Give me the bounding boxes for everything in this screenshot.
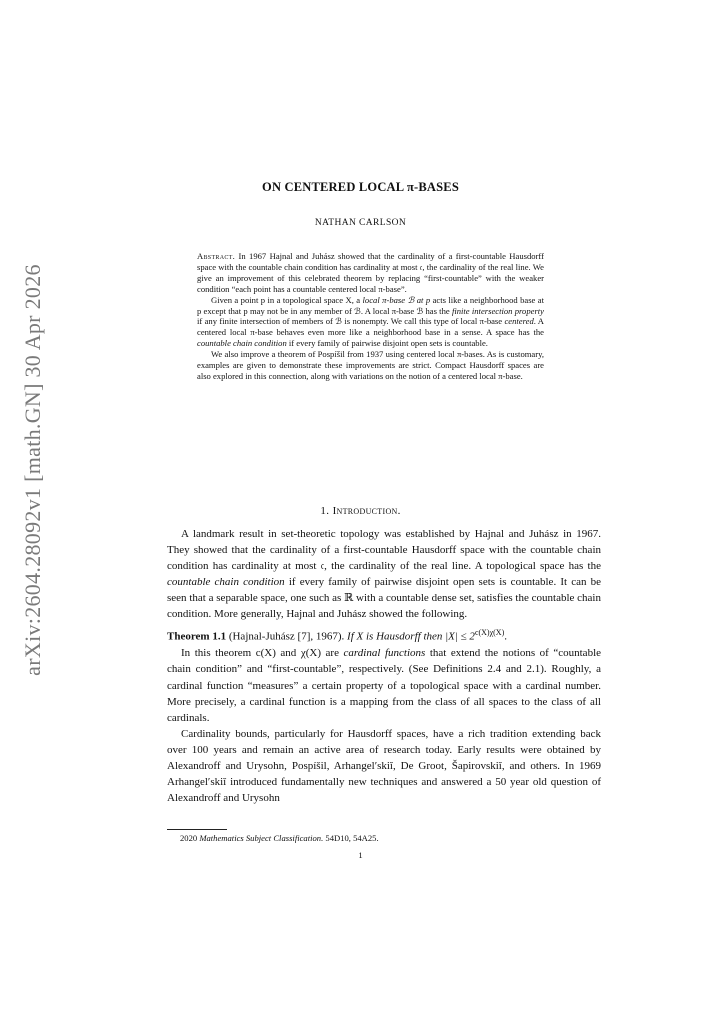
abstract-label: Abstract. xyxy=(197,251,236,261)
paper-title: ON CENTERED LOCAL π-BASES xyxy=(262,180,459,194)
abstract-term-fip: finite intersection property xyxy=(451,305,544,316)
abstract-term-ccc: countable chain condition xyxy=(197,338,287,349)
footnote-rule xyxy=(167,829,227,830)
abstract-p2-text: Given a point p in a topological space X, a xyxy=(211,294,361,305)
abstract-term-centered: centered xyxy=(504,316,534,327)
body-paragraph-2 xyxy=(167,645,601,725)
arxiv-identifier xyxy=(18,264,48,676)
body-p2-text: In this theorem c(X) and χ(X) are xyxy=(181,647,339,660)
footnote-label: Mathematics Subject Classification. xyxy=(199,833,324,843)
theorem-attribution: (Hajnal-Juhász [7], 1967). xyxy=(228,630,345,643)
body-term-ccc: countable chain condition xyxy=(167,576,285,589)
footnote-codes: 54D10, 54A25. xyxy=(325,833,379,843)
section-heading xyxy=(0,505,721,517)
abstract-p1-text: In 1967 Hajnal and Juhász showed that the cardinality of a first-countable Hausdorff space with the countable chain condition has cardinality at most 𝔠, the cardinality of the real line. We give an improvement of this celebrated theorem by replacing “first-countable” with the weaker condition “each point has a countable centered local π-base”. xyxy=(197,251,544,294)
theorem-statement: If X is Hausdorff then |X| ≤ 2 xyxy=(347,630,475,643)
footnote xyxy=(180,833,379,843)
body-text xyxy=(167,526,601,806)
abstract-p2-text: if every family of pairwise disjoint open sets is countable. xyxy=(288,338,488,349)
section-title: Introduction. xyxy=(332,505,401,517)
body-p1-text: if every family of pairwise disjoint open sets is countable. It can be seen that a separable space, one such as ℝ with a countable dense set, satisfies the countable chain condition. More generally, Hajnal and Juhász showed the following. xyxy=(167,576,602,621)
section-number: 1. xyxy=(320,505,330,517)
theorem-end: . xyxy=(504,630,507,643)
abstract-p2-text: acts like a neighborhood base at p except that p may not be in any member of ℬ. A local π-base ℬ has the xyxy=(197,294,544,316)
abstract-paragraph-3: We also improve a theorem of Pospíšil from 1937 using centered local π-bases. As is customary, examples are given to demonstrate these improvements are strict. Compact Hausdorff spaces are also explored in this connection, along with variations on the notion of a centered local π-base. xyxy=(197,349,544,381)
abstract-p2-text: . A centered local π-base behaves even more like a neighborhood base in a sense. A space has the xyxy=(197,316,545,338)
body-paragraph-3: Cardinality bounds, particularly for Hausdorff spaces, have a rich tradition extending back over 100 years and remain an active area of research today. Early results were obtained by Alexandroff and Urysohn, Pospíšil, Arhangel′skiĭ, De Groot, Šapirovskiĭ, and others. In 1969 Arhangel′skiĭ introduced fundamentally new techniques and answered a 50 year old question of Alexandroff and Urysohn xyxy=(167,727,601,805)
footnote-year: 2020 xyxy=(180,833,198,843)
abstract-paragraph-2 xyxy=(197,295,544,350)
page-number: 1 xyxy=(358,850,363,860)
body-paragraph-1 xyxy=(167,526,601,623)
body-p2-text: that extend the notions of “countable chain condition” and “first-countable”, respectively. (See Definitions 2.4 and 2.1). Roughly, a cardinal function “measures” a certain property of a topological space with a cardinal number. More precisely, a cardinal function is a mapping from the class of all spaces to the class of all cardinals. xyxy=(167,647,602,724)
theorem-exponent: c(X)χ(X) xyxy=(474,627,505,637)
abstract xyxy=(197,251,544,382)
author-name: NATHAN CARLSON xyxy=(314,218,407,228)
body-p1-text: A landmark result in set-theoretic topology was established by Hajnal and Juhász in 1967. They showed that the cardinality of a first-countable Hausdorff space with the countable chain condition has cardinality at most 𝔠, the cardinality of the real line. A topological space has the xyxy=(167,528,601,573)
theorem-label: Theorem 1.1 xyxy=(167,630,227,643)
body-term-cardinal-functions: cardinal functions xyxy=(343,647,426,660)
abstract-paragraph-1 xyxy=(197,251,544,295)
theorem-1-1 xyxy=(167,625,601,645)
abstract-term-local-pi-base: local π-base ℬ at p xyxy=(362,294,431,305)
arxiv-identifier-text: arXiv:2604.28092v1 [math.GN] 30 Apr 2026 xyxy=(20,264,45,676)
abstract-p2-text: if any finite intersection of members of ℬ is nonempty. We call this type of local π-base xyxy=(197,316,503,327)
